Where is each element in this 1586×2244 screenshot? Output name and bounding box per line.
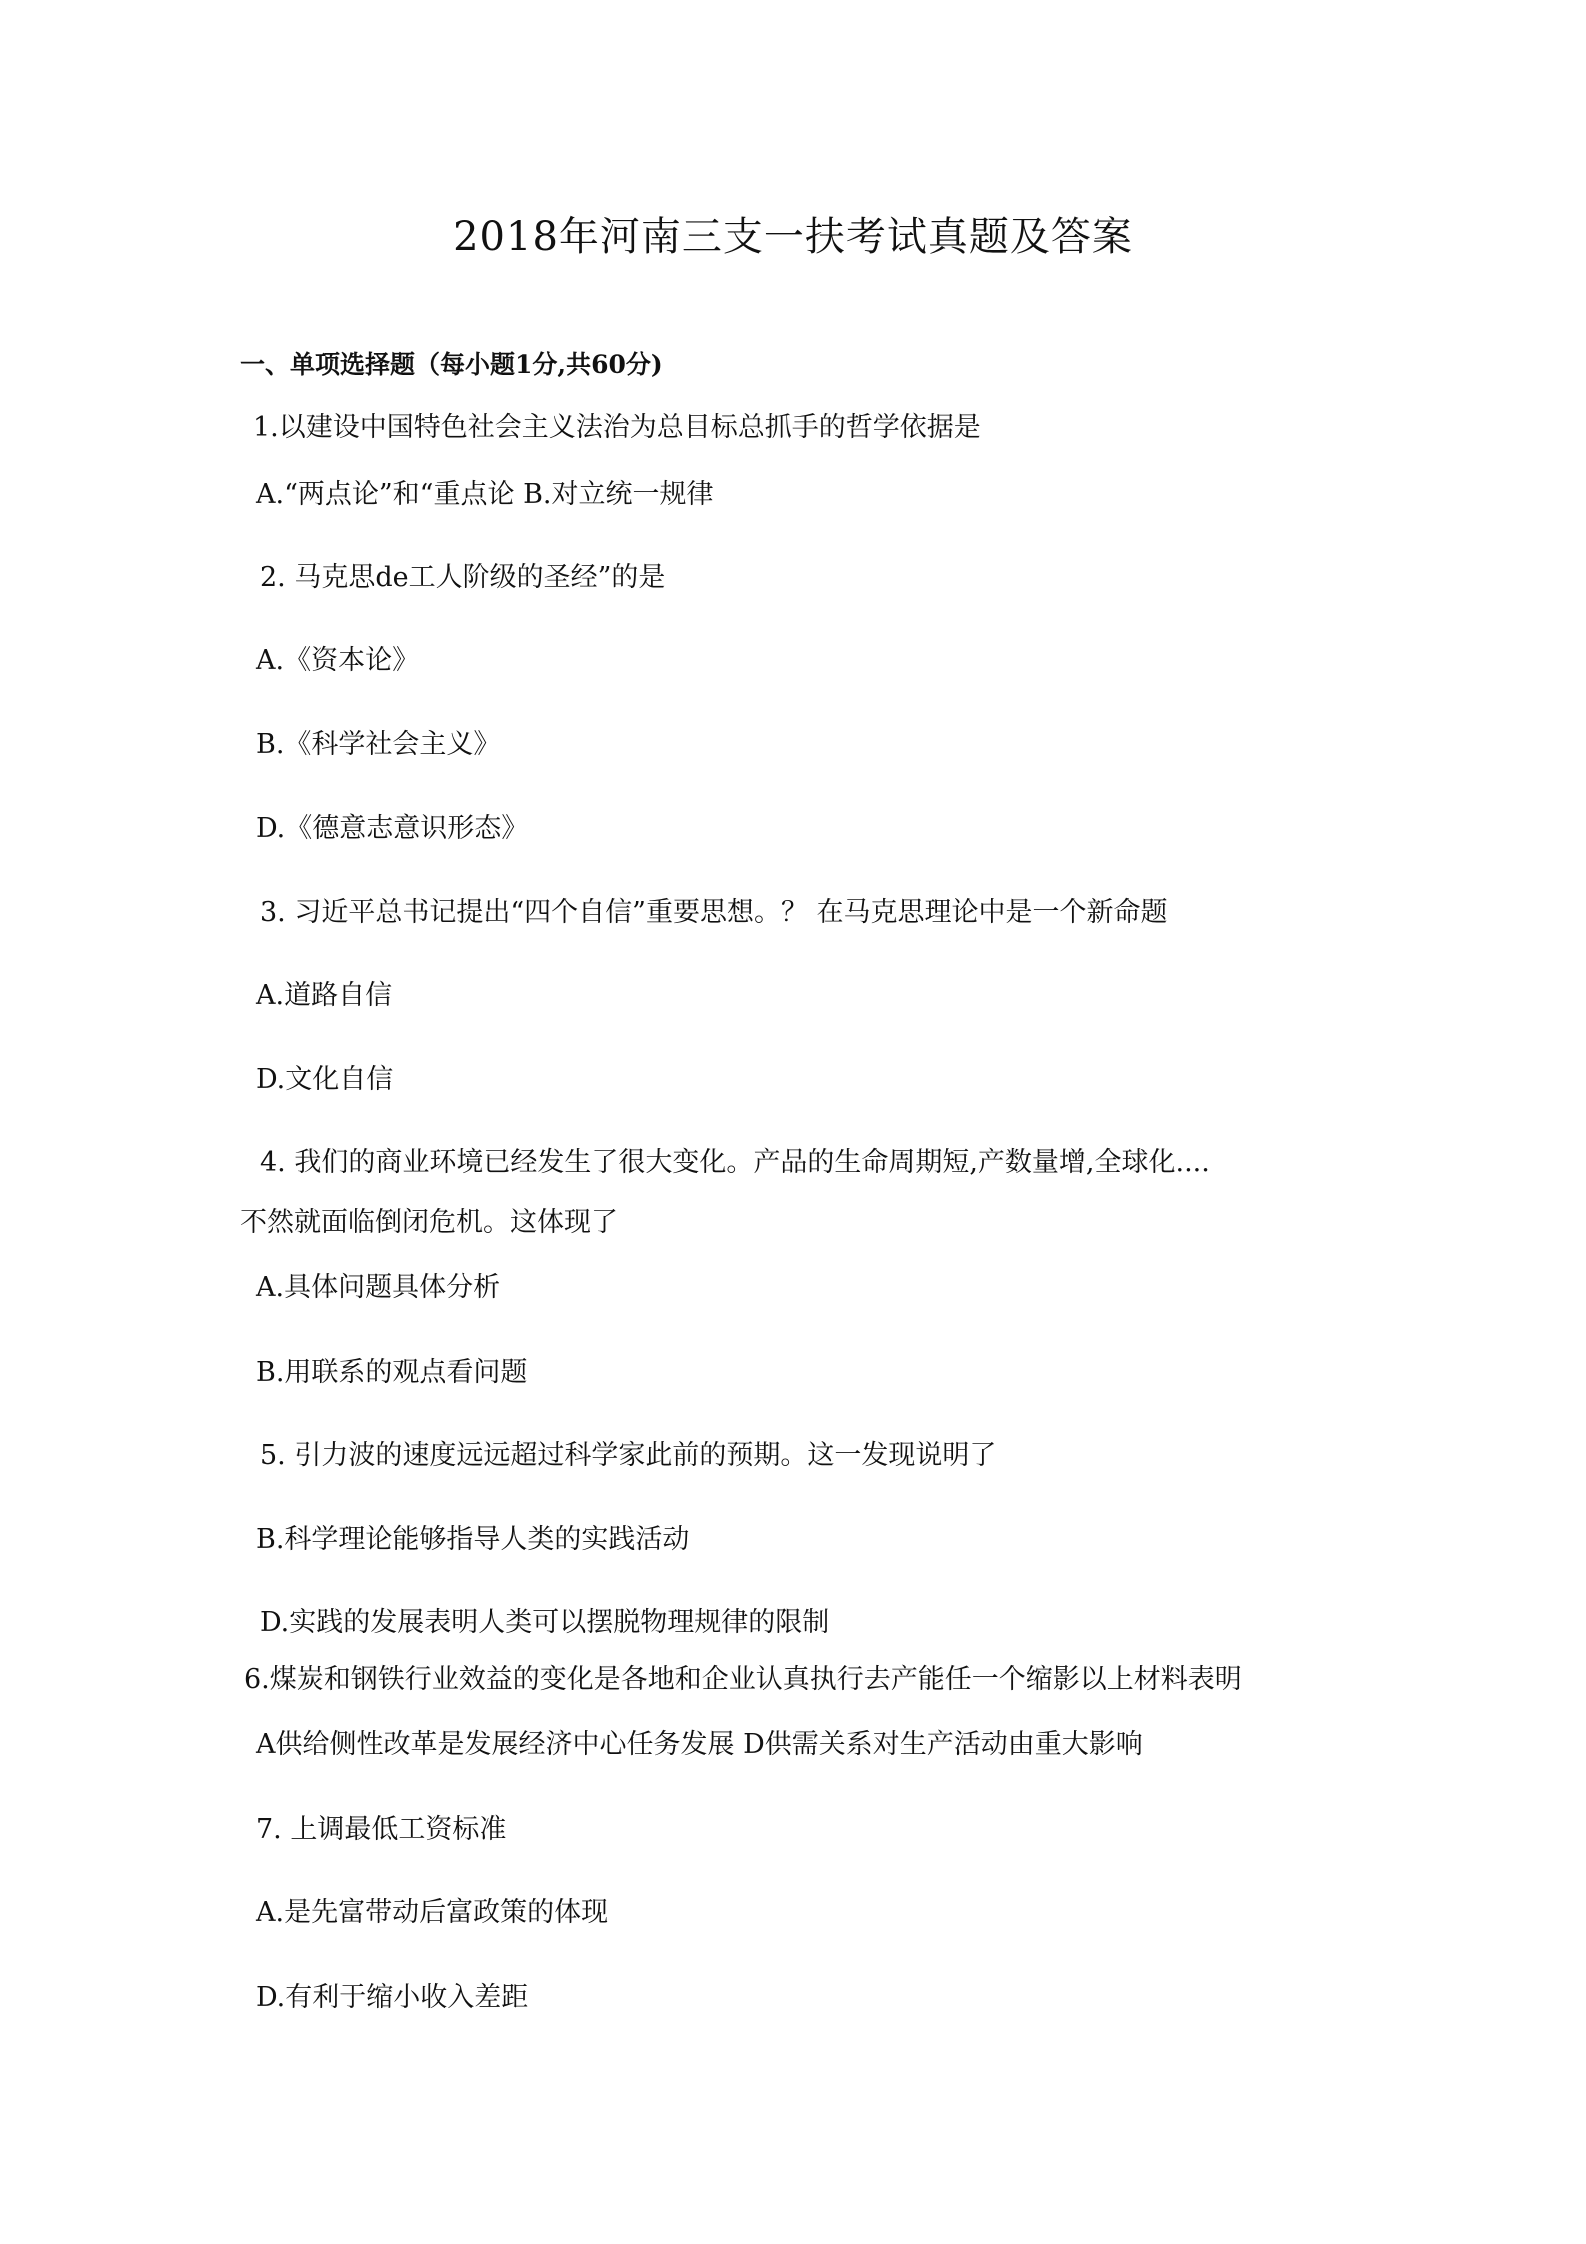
question-1-options: A.“两点论”和“重点论 B.对立统一规律 (256, 479, 714, 510)
question-4-option-a: A.具体问题具体分析 (256, 1272, 501, 1303)
question-7-option-d: D.有利于缩小收入差距 (256, 1982, 529, 2013)
question-6-stem: 6.煤炭和钢铁行业效益的变化是各地和企业认真执行去产能任一个缩影以上材料表明 (244, 1664, 1242, 1695)
question-2-option-b: B.《科学社会主义》 (256, 729, 501, 760)
question-4-option-b: B.用联系的观点看问题 (256, 1357, 528, 1388)
question-4-stem: 4. 我们的商业环境已经发生了很大变化。产品的生命周期短,产数量增,全球化.... (260, 1147, 1210, 1178)
question-5-stem: 5. 引力波的速度远远超过科学家此前的预期。这一发现说明了 (260, 1440, 997, 1471)
question-5-option-b: B.科学理论能够指导人类的实践活动 (256, 1524, 690, 1555)
question-3-option-d: D.文化自信 (256, 1064, 394, 1095)
question-3-stem: 3. 习近平总书记提出“四个自信”重要思想。？ 在马克思理论中是一个新命题 (260, 897, 1168, 928)
question-6-options: A供给侧性改革是发展经济中心任务发展 D供需关系对生产活动由重大影响 (256, 1729, 1143, 1760)
question-4-stem-continued: 不然就面临倒闭危机。这体现了 (240, 1207, 618, 1238)
question-7-option-a: A.是先富带动后富政策的体现 (256, 1897, 609, 1928)
question-1-stem: 1.以建设中国特色社会主义法治为总目标总抓手的哲学依据是 (253, 412, 981, 443)
question-2-option-a: A.《资本论》 (256, 645, 420, 676)
question-5-option-d: D.实践的发展表明人类可以摆脱物理规律的限制 (260, 1607, 830, 1638)
question-3-option-a: A.道路自信 (256, 980, 393, 1011)
question-2-option-d: D.《德意志意识形态》 (256, 813, 529, 844)
document-title: 2018年河南三支一扶考试真题及答案 (453, 214, 1133, 260)
section-heading: 一、单项选择题（每小题1分,共60分) (240, 350, 663, 379)
question-2-stem: 2. 马克思de工人阶级的圣经”的是 (260, 562, 666, 593)
question-7-stem: 7. 上调最低工资标准 (256, 1814, 507, 1845)
